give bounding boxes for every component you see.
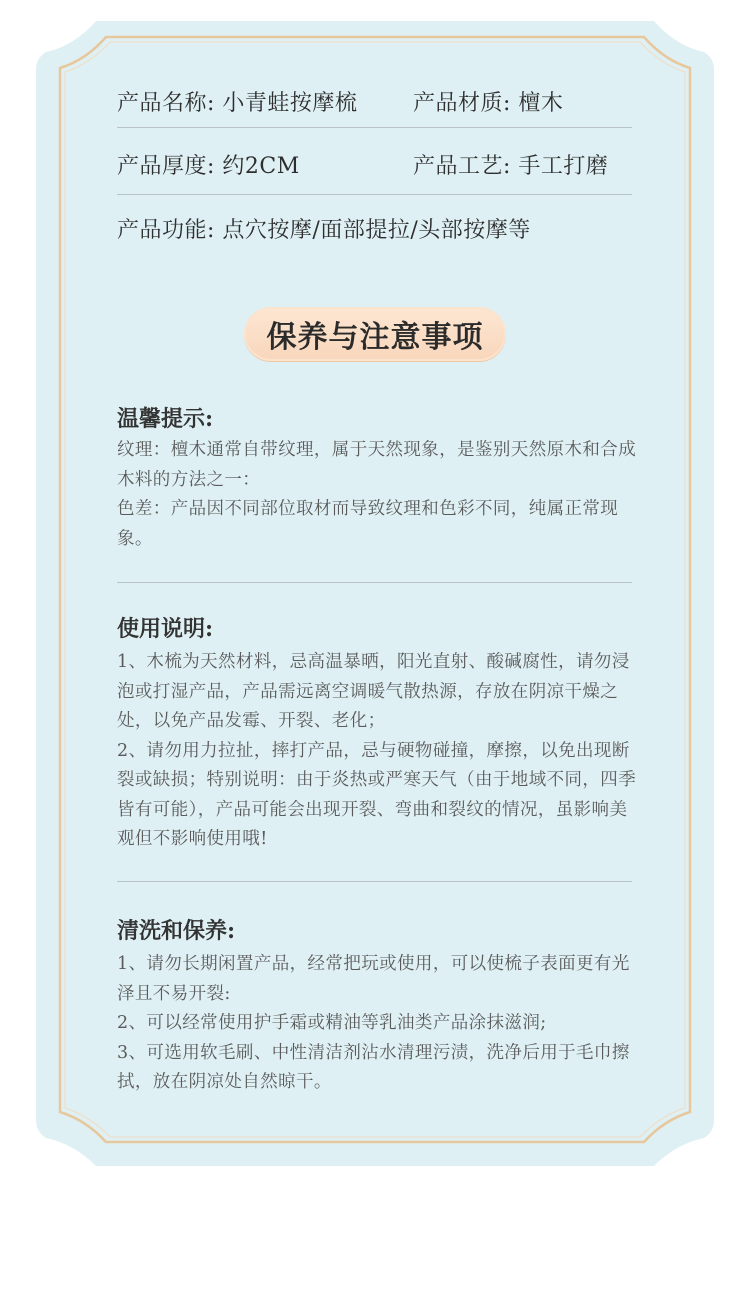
product-function: 产品功能: 点穴按摩/面部提拉/头部按摩等 [117,218,531,243]
spec-row-2 [117,149,632,180]
section-title: 保养与注意事项 [266,320,484,355]
spec-row-3 [117,213,632,244]
product-craft: 产品工艺: 手工打磨 [413,154,609,179]
cleaning-paragraph: 1、请勿长期闲置产品，经常把玩或使用，可以使梳子表面更有光泽且不易开裂: [117,954,630,1004]
spec-row-1 [117,86,632,117]
section-divider [117,582,632,583]
usage-text [117,648,637,855]
cleaning-heading: 清洗和保养: [117,918,236,944]
usage-heading: 使用说明: [117,616,214,642]
tips-heading: 温馨提示: [117,406,214,432]
spec-divider [117,194,632,195]
tips-text [117,436,637,554]
product-name: 产品名称: 小青蛙按摩梳 [117,91,358,116]
tips-paragraph: 色差：产品因不同部位取材而导致纹理和色彩不同，纯属正常现象。 [117,499,619,549]
cleaning-paragraph: 2、可以经常使用护手霜或精油等乳油类产品涂抹滋润; [117,1013,547,1033]
product-thickness: 产品厚度: 约2CM [117,154,300,179]
usage-paragraph: 2、请勿用力拉扯，摔打产品，忌与硬物碰撞，摩擦，以免出现断裂或缺损；特别说明：由于炎热或严寒天气（由于地域不同，四季皆有可能），产品可能会出现开裂、弯曲和裂纹的情况，虽影响美观但不影响使用哦! [117,740,637,849]
section-title-badge [244,307,506,361]
tips-paragraph: 纹理：檀木通常自带纹理，属于天然现象，是鉴别天然原木和合成木料的方法之一： [117,440,637,490]
cleaning-paragraph: 3、可选用软毛刷、中性清洁剂沾水清理污渍，洗净后用于毛巾擦拭，放在阴凉处自然晾干。 [117,1042,630,1092]
usage-paragraph: 1、木梳为天然材料，忌高温暴晒，阳光直射、酸碱腐性，请勿浸泡或打湿产品，产品需远离空调暖气散热源，存放在阴凉干燥之处，以免产品发霉、开裂、老化； [117,652,630,731]
cleaning-text [117,950,637,1098]
spec-divider [117,127,632,128]
section-divider [117,881,632,882]
product-material: 产品材质: 檀木 [413,91,564,116]
